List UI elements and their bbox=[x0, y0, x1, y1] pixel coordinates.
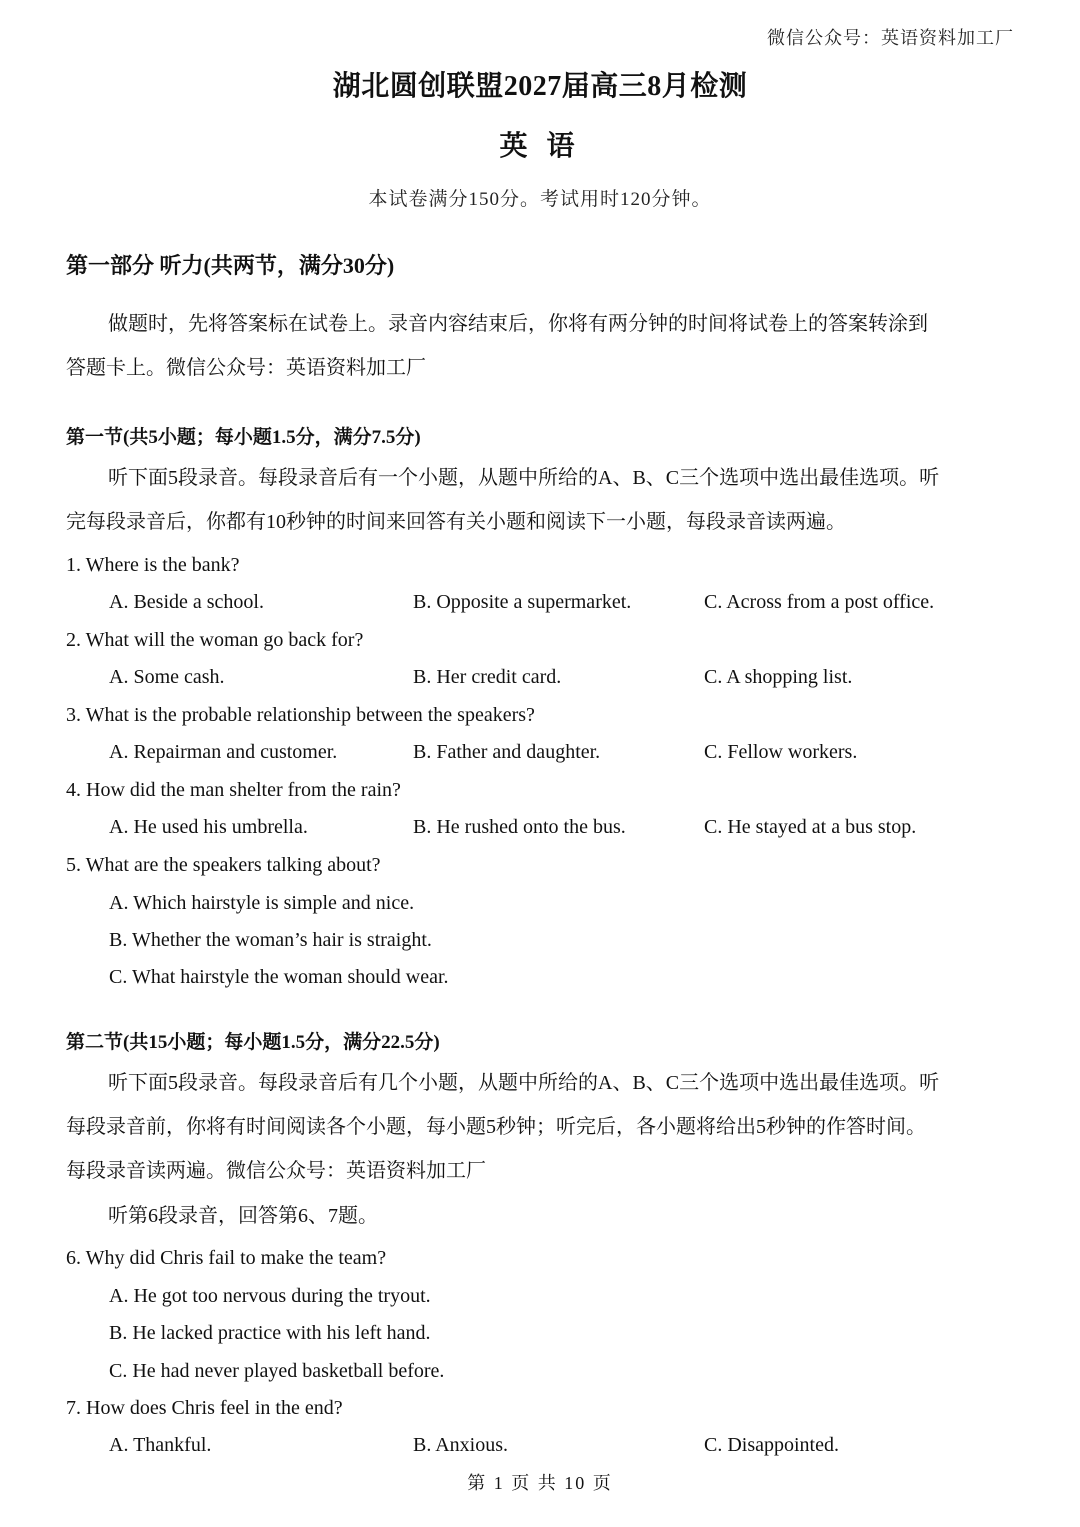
subject-title: 英 语 bbox=[499, 131, 581, 162]
section2-intro-line1: 听下面5段录音。每段录音后有几个小题，从题中所给的A、B、C三个选项中选出最佳选项。听 bbox=[108, 1072, 940, 1094]
q3-option-b: B. Father and daughter. bbox=[413, 741, 601, 763]
section1-intro-line1: 听下面5段录音。每段录音后有一个小题，从题中所给的A、B、C三个选项中选出最佳选项。听 bbox=[108, 467, 940, 489]
q1-option-c: C. Across from a post office. bbox=[704, 591, 935, 613]
section1-intro-line2: 完每段录音后，你都有10秒钟的时间来回答有关小题和阅读下一小题，每段录音读两遍。 bbox=[66, 511, 846, 533]
section2-heading: 第二节(共15小题；每小题1.5分，满分22.5分) bbox=[66, 1032, 440, 1053]
q2-option-b: B. Her credit card. bbox=[413, 666, 562, 688]
question-4: 4. How did the man shelter from the rain? bbox=[66, 779, 401, 801]
q6-option-a: A. He got too nervous during the tryout. bbox=[109, 1285, 431, 1307]
question-6: 6. Why did Chris fail to make the team? bbox=[66, 1247, 387, 1269]
page-footer: 第 1 页 共 10 页 bbox=[467, 1473, 613, 1493]
question-2: 2. What will the woman go back for? bbox=[66, 629, 364, 651]
part1-heading: 第一部分 听力(共两节，满分30分) bbox=[66, 253, 395, 278]
section2-intro-line2: 每段录音前，你将有时间阅读各个小题，每小题5秒钟；听完后，各小题将给出5秒钟的作答时间。 bbox=[66, 1116, 926, 1138]
part1-intro-line2: 答题卡上。微信公众号：英语资料加工厂 bbox=[66, 357, 426, 379]
q1-option-a: A. Beside a school. bbox=[109, 591, 264, 613]
q4-option-c: C. He stayed at a bus stop. bbox=[704, 816, 917, 838]
part1-intro-line1: 做题时，先将答案标在试卷上。录音内容结束后，你将有两分钟的时间将试卷上的答案转涂到 bbox=[108, 313, 928, 335]
q3-option-a: A. Repairman and customer. bbox=[109, 741, 338, 763]
q4-option-b: B. He rushed onto the bus. bbox=[413, 816, 626, 838]
q5-option-b: B. Whether the woman’s hair is straight. bbox=[109, 929, 432, 951]
q2-option-a: A. Some cash. bbox=[109, 666, 225, 688]
q6-option-c: C. He had never played basketball before. bbox=[109, 1360, 445, 1382]
section2-intro-line3: 每段录音读两遍。微信公众号：英语资料加工厂 bbox=[66, 1160, 486, 1182]
listen-6-instruction: 听第6段录音，回答第6、7题。 bbox=[108, 1205, 378, 1227]
q1-option-b: B. Opposite a supermarket. bbox=[413, 591, 632, 613]
q7-option-c: C. Disappointed. bbox=[704, 1434, 839, 1456]
section1-heading: 第一节(共5小题；每小题1.5分，满分7.5分) bbox=[66, 427, 421, 448]
q7-option-b: B. Anxious. bbox=[413, 1434, 509, 1456]
q7-option-a: A. Thankful. bbox=[109, 1434, 212, 1456]
q2-option-c: C. A shopping list. bbox=[704, 666, 853, 688]
q5-option-c: C. What hairstyle the woman should wear. bbox=[109, 966, 449, 988]
q6-option-b: B. He lacked practice with his left hand. bbox=[109, 1322, 431, 1344]
exam-title: 湖北圆创联盟2027届高三8月检测 bbox=[332, 71, 748, 102]
question-1: 1. Where is the bank? bbox=[66, 554, 240, 576]
exam-note: 本试卷满分150分。考试用时120分钟。 bbox=[368, 189, 712, 210]
q4-option-a: A. He used his umbrella. bbox=[109, 816, 308, 838]
question-3: 3. What is the probable relationship between the speakers? bbox=[66, 704, 535, 726]
q5-option-a: A. Which hairstyle is simple and nice. bbox=[109, 892, 415, 914]
question-5: 5. What are the speakers talking about? bbox=[66, 854, 381, 876]
question-7: 7. How does Chris feel in the end? bbox=[66, 1397, 343, 1419]
watermark: 微信公众号：英语资料加工厂 bbox=[767, 28, 1014, 48]
q3-option-c: C. Fellow workers. bbox=[704, 741, 858, 763]
